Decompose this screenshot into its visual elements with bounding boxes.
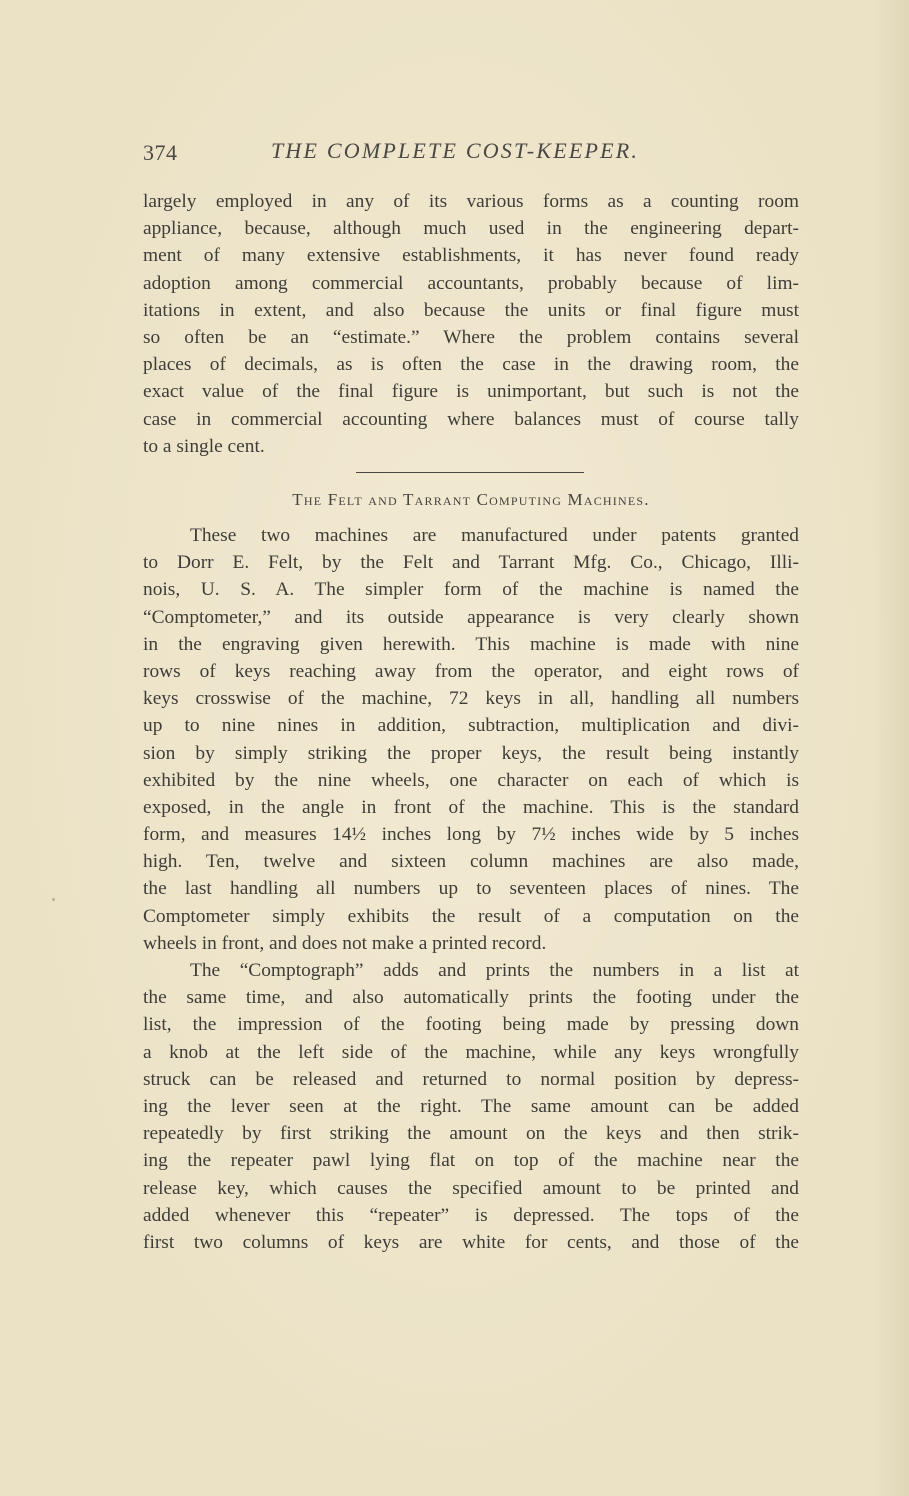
text-line: a knob at the left side of the machine, while any keys wrongfully xyxy=(143,1041,799,1063)
text-line: “Comptometer,” and its outside appearance is very clearly shown xyxy=(143,606,799,628)
text-line: up to nine nines in addition, subtraction, multiplication and divi- xyxy=(143,715,799,737)
page-header xyxy=(143,138,803,172)
text-line: The “Comptograph” adds and prints the numbers in a list at xyxy=(190,960,799,981)
text-line: exact value of the final figure is unimportant, but such is not the xyxy=(143,381,799,403)
text-line: list, the impression of the footing being made by pressing down xyxy=(143,1014,799,1036)
text-line: largely employed in any of its various forms as a counting room xyxy=(143,191,799,212)
text-line: exhibited by the nine wheels, one character on each of which is xyxy=(143,769,799,791)
text-line: so often be an “estimate.” Where the problem contains several xyxy=(143,326,799,348)
text-line: rows of keys reaching away from the operator, and eight rows of xyxy=(143,660,799,682)
text-line: exposed, in the angle in front of the machine. This is the standard xyxy=(143,796,799,818)
page-number: 374 xyxy=(143,140,178,165)
paper-speck xyxy=(52,898,55,901)
text-line: release key, which causes the specified amount to be printed and xyxy=(143,1177,799,1199)
text-line: in the engraving given herewith. This machine is made with nine xyxy=(143,633,799,655)
text-line: the same time, and also automatically prints the footing under the xyxy=(143,987,799,1009)
text-line: adoption among commercial accountants, probably because of lim- xyxy=(143,272,799,294)
text-line: These two machines are manufactured under patents granted xyxy=(190,525,799,546)
text-line: ing the repeater pawl lying flat on top of the machine near the xyxy=(143,1150,799,1172)
text-line: ment of many extensive establishments, it has never found ready xyxy=(143,245,799,267)
running-head: THE COMPLETE COST-KEEPER. xyxy=(271,138,640,163)
page-edge-shadow xyxy=(873,0,909,1496)
text-line: wheels in front, and does not make a printed record. xyxy=(143,932,547,954)
text-line: high. Ten, twelve and sixteen column machines are also made, xyxy=(143,851,799,873)
text-line: Comptometer simply exhibits the result of a computation on the xyxy=(143,905,799,927)
text-line: added whenever this “repeater” is depressed. The tops of the xyxy=(143,1204,799,1226)
text-line: case in commercial accounting where balances must of course tally xyxy=(143,408,799,430)
text-line: struck can be released and returned to normal position by depress- xyxy=(143,1068,799,1090)
text-line: nois, U. S. A. The simpler form of the machine is named the xyxy=(143,579,799,601)
text-line: ing the lever seen at the right. The same amount can be added xyxy=(143,1095,799,1117)
text-line: first two columns of keys are white for cents, and those of the xyxy=(143,1231,799,1253)
text-line: sion by simply striking the proper keys, the result being instantly xyxy=(143,742,799,764)
section-divider xyxy=(356,472,584,473)
text-line: repeatedly by first striking the amount on the keys and then strik- xyxy=(143,1123,799,1145)
section-heading: The Felt and Tarrant Computing Machines. xyxy=(292,490,650,509)
text-line: places of decimals, as is often the case in the drawing room, the xyxy=(143,354,799,376)
text-line: to a single cent. xyxy=(143,435,265,457)
text-line: keys crosswise of the machine, 72 keys in all, handling all numbers xyxy=(143,688,799,710)
text-line: to Dorr E. Felt, by the Felt and Tarrant Mfg. Co., Chicago, Illi- xyxy=(143,552,799,574)
text-line: the last handling all numbers up to seventeen places of nines. The xyxy=(143,878,799,900)
body-text xyxy=(143,522,799,1256)
text-line: form, and measures 14½ inches long by 7½ inches wide by 5 inches xyxy=(143,824,799,846)
text-line: appliance, because, although much used in the engineering depart- xyxy=(143,218,799,240)
paragraph-continued xyxy=(143,188,799,460)
text-line: itations in extent, and also because the units or final figure must xyxy=(143,299,799,321)
